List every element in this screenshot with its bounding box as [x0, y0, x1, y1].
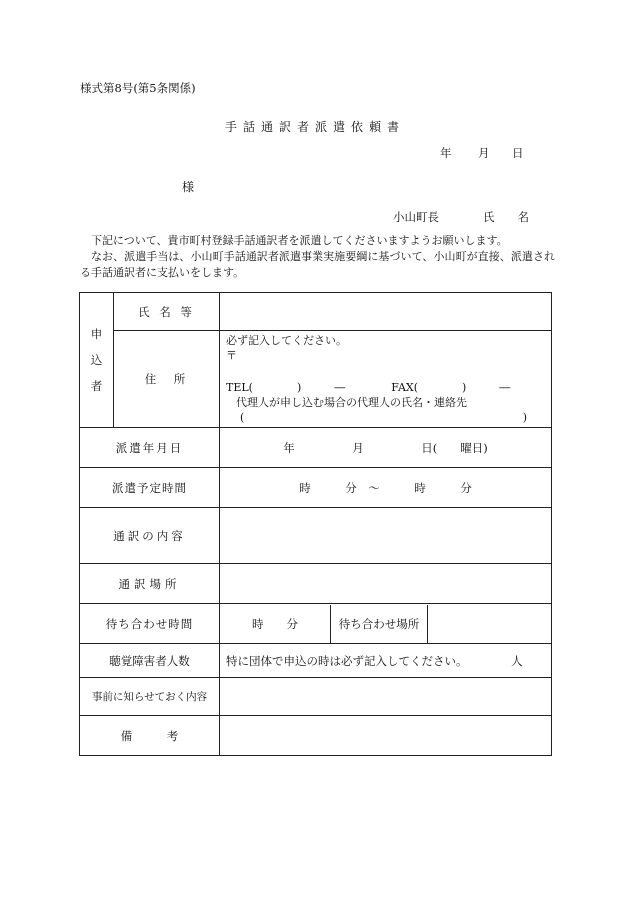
meet-place-field[interactable] — [428, 605, 551, 643]
remarks-label: 備 考 — [80, 716, 220, 756]
sender-title: 小山町長 — [393, 210, 439, 224]
advance-info-label: 事前に知らせておく内容 — [80, 678, 220, 716]
advance-info-field[interactable] — [220, 678, 552, 716]
body-paragraph-1: 下記について、貴市町村登録手話通訳者を派遣してくださいますようお願いします。 — [91, 234, 508, 247]
addressee-suffix: 様 — [182, 180, 195, 194]
proxy-close-paren: ) — [522, 411, 527, 424]
meet-time-label: 待ち合わせ時間 — [80, 604, 220, 644]
address-field[interactable] — [220, 331, 552, 428]
address-blank — [226, 363, 545, 380]
applicant-group-cell — [80, 293, 114, 428]
meet-time-field[interactable]: 時 分 — [220, 605, 331, 643]
fax-field[interactable]: FAX( ) ― — [391, 381, 511, 394]
tel-field[interactable]: TEL( ) ― — [226, 381, 346, 394]
row-advance-info — [80, 678, 552, 716]
hearing-count-unit: 人 — [511, 653, 523, 668]
applicant-group-text: 申 込 者 — [90, 327, 103, 393]
proxy-contact-field[interactable] — [226, 410, 545, 425]
hearing-count-field[interactable] — [220, 644, 552, 678]
row-hearing-count — [80, 644, 552, 678]
dispatch-time-field[interactable]: 時 分 ～ 時 分 — [220, 468, 552, 508]
date-month-label: 月 — [478, 146, 490, 160]
date-year-label: 年 — [440, 146, 452, 160]
date-day-label: 日 — [512, 146, 524, 160]
body-text — [80, 233, 555, 281]
sender-name-label: 氏 名 — [483, 210, 529, 224]
tel-fax-line — [226, 380, 545, 395]
row-name — [80, 293, 552, 331]
applicant-group-label — [80, 321, 113, 399]
dispatch-date-field[interactable]: 年 月 日( 曜日) — [220, 428, 552, 468]
row-meeting — [80, 604, 552, 644]
meeting-split — [220, 605, 551, 643]
form-number: 様式第8号(第5条関係) — [80, 81, 196, 95]
name-label: 氏 名 等 — [114, 293, 220, 331]
dispatch-time-label: 派遣予定時間 — [80, 468, 220, 508]
document-title: 手話通訳者派遣依頼書 — [224, 120, 405, 134]
request-form-table — [79, 292, 552, 756]
row-dispatch-time — [80, 468, 552, 508]
address-note: 必ず記入してください。 — [226, 334, 347, 347]
row-dispatch-date — [80, 428, 552, 468]
dispatch-date-label: 派遣年月日 — [80, 428, 220, 468]
place-label: 通訳場所 — [80, 564, 220, 604]
content-field[interactable] — [220, 508, 552, 564]
address-label: 住 所 — [114, 331, 220, 428]
row-address — [80, 331, 552, 428]
proxy-open-paren: ( — [240, 411, 245, 424]
hearing-count-label: 聴覚障害者人数 — [80, 644, 220, 678]
place-field[interactable] — [220, 564, 552, 604]
row-place — [80, 564, 552, 604]
proxy-note: 代理人が申し込む場合の代理人の氏名・連絡先 — [236, 396, 467, 409]
name-field[interactable] — [220, 293, 552, 331]
postal-mark: 〒 — [226, 349, 237, 362]
content-label: 通訳の内容 — [80, 508, 220, 564]
row-remarks — [80, 716, 552, 756]
row-content — [80, 508, 552, 564]
body-paragraph-2: なお、派遣手当は、小山町手話通訳者派遣事業実施要綱に基づいて、小山町が直接、派遣される手話通訳者に支払いをします。 — [80, 250, 555, 279]
hearing-count-note: 特に団体で申込の時は必ず記入してください。 — [226, 653, 468, 668]
meeting-cell — [220, 604, 552, 644]
remarks-field[interactable] — [220, 716, 552, 756]
meet-place-label: 待ち合わせ場所 — [331, 605, 428, 643]
